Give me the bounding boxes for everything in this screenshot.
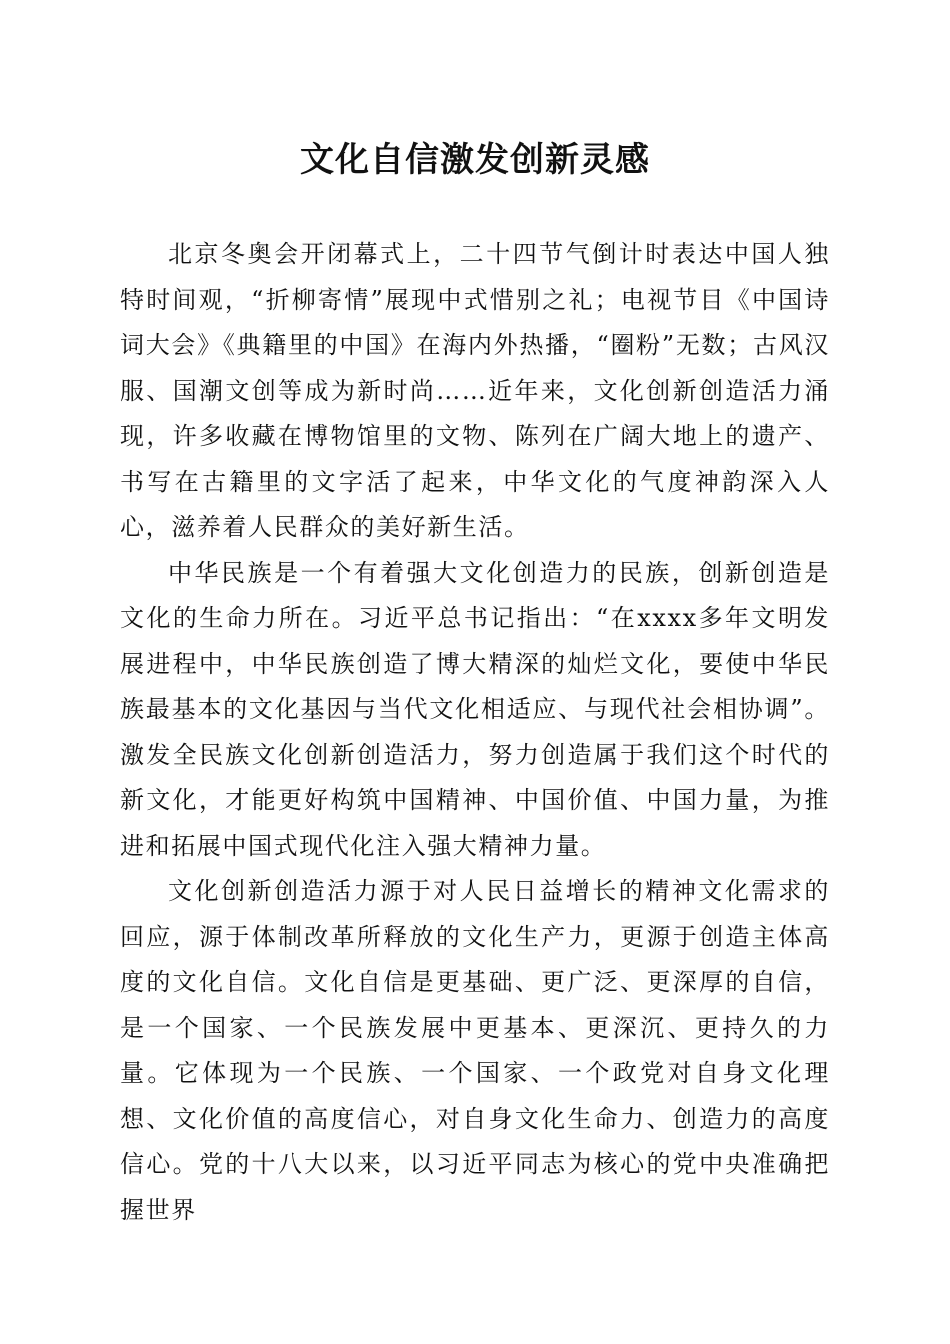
paragraph-3: 文化创新创造活力源于对人民日益增长的精神文化需求的回应，源于体制改革所释放的文化生产力，更源于创造主体高度的文化自信。文化自信是更基础、更广泛、更深厚的自信，是一个国家、一个民族发展中更基本、更深沉、更持久的力量。它体现为一个民族、一个国家、一个政党对自身文化理想、文化价值的高度信心，对自身文化生命力、创造力的高度信心。党的十八大以来，以习近平同志为核心的党中央准确把握世界 [120,877,830,1224]
document-title: 文化自信激发创新灵感 [300,140,650,180]
paragraph-1: 北京冬奥会开闭幕式上，二十四节气倒计时表达中国人独特时间观，“折柳寄情”展现中式惜别之礼；电视节目《中国诗词大会》《典籍里的中国》在海内外热播，“圈粉”无数；古风汉服、国潮文创等成为新时尚……近年来，文化创新创造活力涌现，许多收藏在博物馆里的文物、陈列在广阔大地上的遗产、书写在古籍里的文字活了起来，中华文化的气度神韵深入人心，滋养着人民群众的美好新生活。 [120,240,830,541]
paragraph-2: 中华民族是一个有着强大文化创造力的民族，创新创造是文化的生命力所在。习近平总书记指出：“在xxxx多年文明发展进程中，中华民族创造了博大精深的灿烂文化，要使中华民族最基本的文化基因与当代文化相适应、与现代社会相协调”。激发全民族文化创新创造活力，努力创造属于我们这个时代的新文化，才能更好构筑中国精神、中国价值、中国力量，为推进和拓展中国式现代化注入强大精神力量。 [120,558,830,860]
document-body [120,232,830,1233]
